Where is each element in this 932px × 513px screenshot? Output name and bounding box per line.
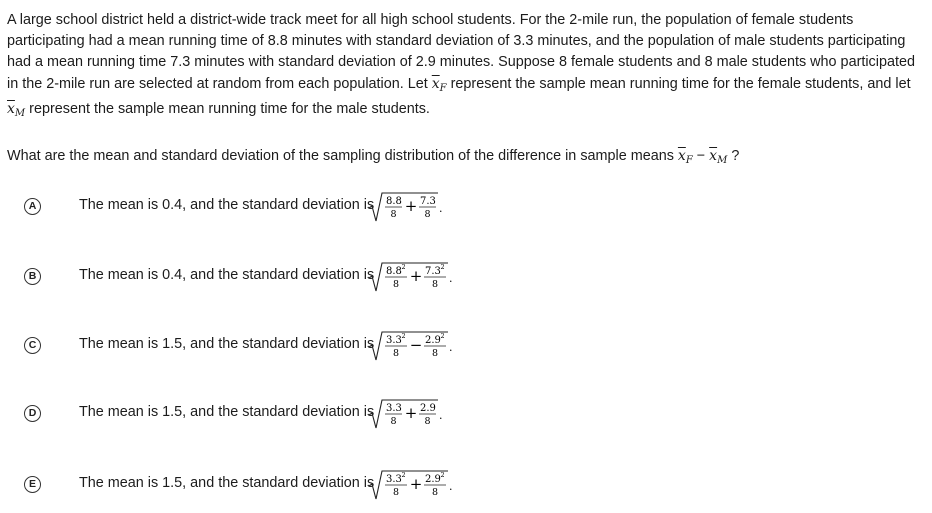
plus-operator: + — [404, 404, 418, 422]
choice-letter-bubble[interactable]: C — [24, 337, 41, 354]
var-xbar-m — [7, 101, 25, 117]
exponent: 2 — [401, 263, 406, 271]
plus-operator: + — [404, 197, 418, 215]
question-end: ? — [727, 148, 740, 164]
exponent: 2 — [401, 471, 406, 479]
stem-text-2: represent the sample mean running time for the female students, and let — [446, 75, 911, 92]
var-xbar-f — [678, 148, 693, 164]
var-xbar-f — [432, 76, 447, 92]
stem-text-3: represent the sample mean running time for the male students. — [25, 100, 430, 117]
exponent: 2 — [440, 471, 445, 479]
period: . — [439, 409, 443, 422]
fraction-numerator: 2.9 — [425, 335, 441, 346]
fraction-denominator: 8 — [431, 348, 439, 359]
question-prompt — [7, 146, 927, 171]
var-subscript: M — [14, 107, 26, 119]
sqrt-svg — [368, 396, 468, 432]
fraction-denominator: 8 — [431, 279, 439, 290]
fraction-numerator: 3.3 — [386, 335, 402, 346]
fraction — [385, 471, 407, 498]
sqrt-expression — [368, 259, 468, 293]
choice-d[interactable] — [0, 395, 932, 435]
choice-b[interactable] — [0, 258, 932, 298]
fraction-denominator: 8 — [392, 348, 400, 359]
question-stem — [7, 10, 927, 124]
fraction-denominator: 8 — [431, 487, 439, 498]
fraction — [419, 403, 436, 427]
fraction — [424, 332, 446, 359]
fraction — [385, 196, 402, 220]
var-subscript: F — [685, 155, 693, 166]
fraction-denominator: 8 — [390, 416, 397, 427]
choice-c[interactable] — [0, 327, 932, 367]
sqrt-svg — [368, 259, 468, 295]
fraction-numerator: 2.9 — [425, 474, 441, 485]
choice-text: The mean is 0.4, and the standard deviation is — [79, 197, 375, 213]
fraction-numerator: 3.3 — [386, 474, 402, 485]
exponent: 2 — [440, 263, 445, 271]
var-letter: $\overline{x}$ — [431, 75, 440, 92]
fraction-denominator: 8 — [390, 209, 397, 220]
fraction-denominator: 8 — [392, 279, 400, 290]
minus-operator: − — [409, 336, 423, 354]
choice-letter-bubble[interactable]: D — [24, 405, 41, 422]
sqrt-expression — [368, 396, 468, 430]
choice-a[interactable] — [0, 188, 932, 228]
fraction — [385, 263, 407, 290]
var-letter: $\overline{x}$ — [7, 100, 15, 117]
fraction — [385, 332, 407, 359]
choice-letter-bubble[interactable]: A — [24, 198, 41, 215]
fraction — [385, 403, 402, 427]
choice-letter-bubble[interactable]: E — [24, 476, 41, 493]
sqrt-svg — [368, 189, 468, 225]
fraction-denominator: 8 — [424, 416, 431, 427]
sqrt-expression — [368, 467, 468, 501]
question-text: What are the mean and standard deviation of the sampling distribution of the difference in sample means — [7, 148, 678, 164]
sqrt-expression — [368, 328, 468, 362]
fraction-denominator: 8 — [392, 487, 400, 498]
fraction-numerator: 7.3 — [425, 266, 441, 277]
period: . — [449, 341, 453, 354]
sqrt-expression — [368, 189, 468, 223]
sqrt-svg — [368, 467, 468, 503]
fraction-denominator: 8 — [424, 209, 431, 220]
choice-text: The mean is 1.5, and the standard deviation is — [79, 336, 375, 352]
fraction-numerator: 8.8 — [386, 196, 402, 207]
fraction-numerator: 8.8 — [386, 266, 402, 277]
var-xbar-m — [709, 148, 727, 164]
fraction — [424, 471, 446, 498]
sqrt-svg — [368, 328, 468, 364]
plus-operator: + — [409, 267, 423, 285]
period: . — [449, 480, 453, 493]
fraction-numerator: 7.3 — [420, 196, 436, 207]
period: . — [449, 272, 453, 285]
fraction-numerator: 3.3 — [386, 403, 402, 414]
exponent: 2 — [440, 332, 445, 340]
stem-text-1: A large school district held a district-wide track meet for all high school students. For the 2-mile run, the population of female students participating had a mean running time of 8.8 minutes with standard deviation of 3.3 minutes, and the population of male students participating had a mean running time 7.3 minutes with standard deviation of 2.9 minutes. Suppose 8 female students and 8 male students who participated in the 2-mile run are selected at random from each population. Let — [7, 12, 915, 92]
var-letter: $\overline{x}$ — [677, 148, 686, 164]
choice-text: The mean is 0.4, and the standard deviation is — [79, 267, 375, 283]
choice-text: The mean is 1.5, and the standard deviation is — [79, 404, 375, 420]
choice-letter-bubble[interactable]: B — [24, 268, 41, 285]
var-subscript: M — [717, 155, 728, 166]
period: . — [439, 202, 443, 215]
exponent: 2 — [401, 332, 406, 340]
minus-operator: − — [692, 148, 710, 164]
var-letter: $\overline{x}$ — [709, 148, 718, 164]
fraction-numerator: 2.9 — [420, 403, 436, 414]
choice-text: The mean is 1.5, and the standard deviation is — [79, 475, 375, 491]
choice-e[interactable] — [0, 466, 932, 506]
var-subscript: F — [439, 82, 447, 94]
fraction — [419, 196, 436, 220]
plus-operator: + — [409, 475, 423, 493]
fraction — [424, 263, 446, 290]
